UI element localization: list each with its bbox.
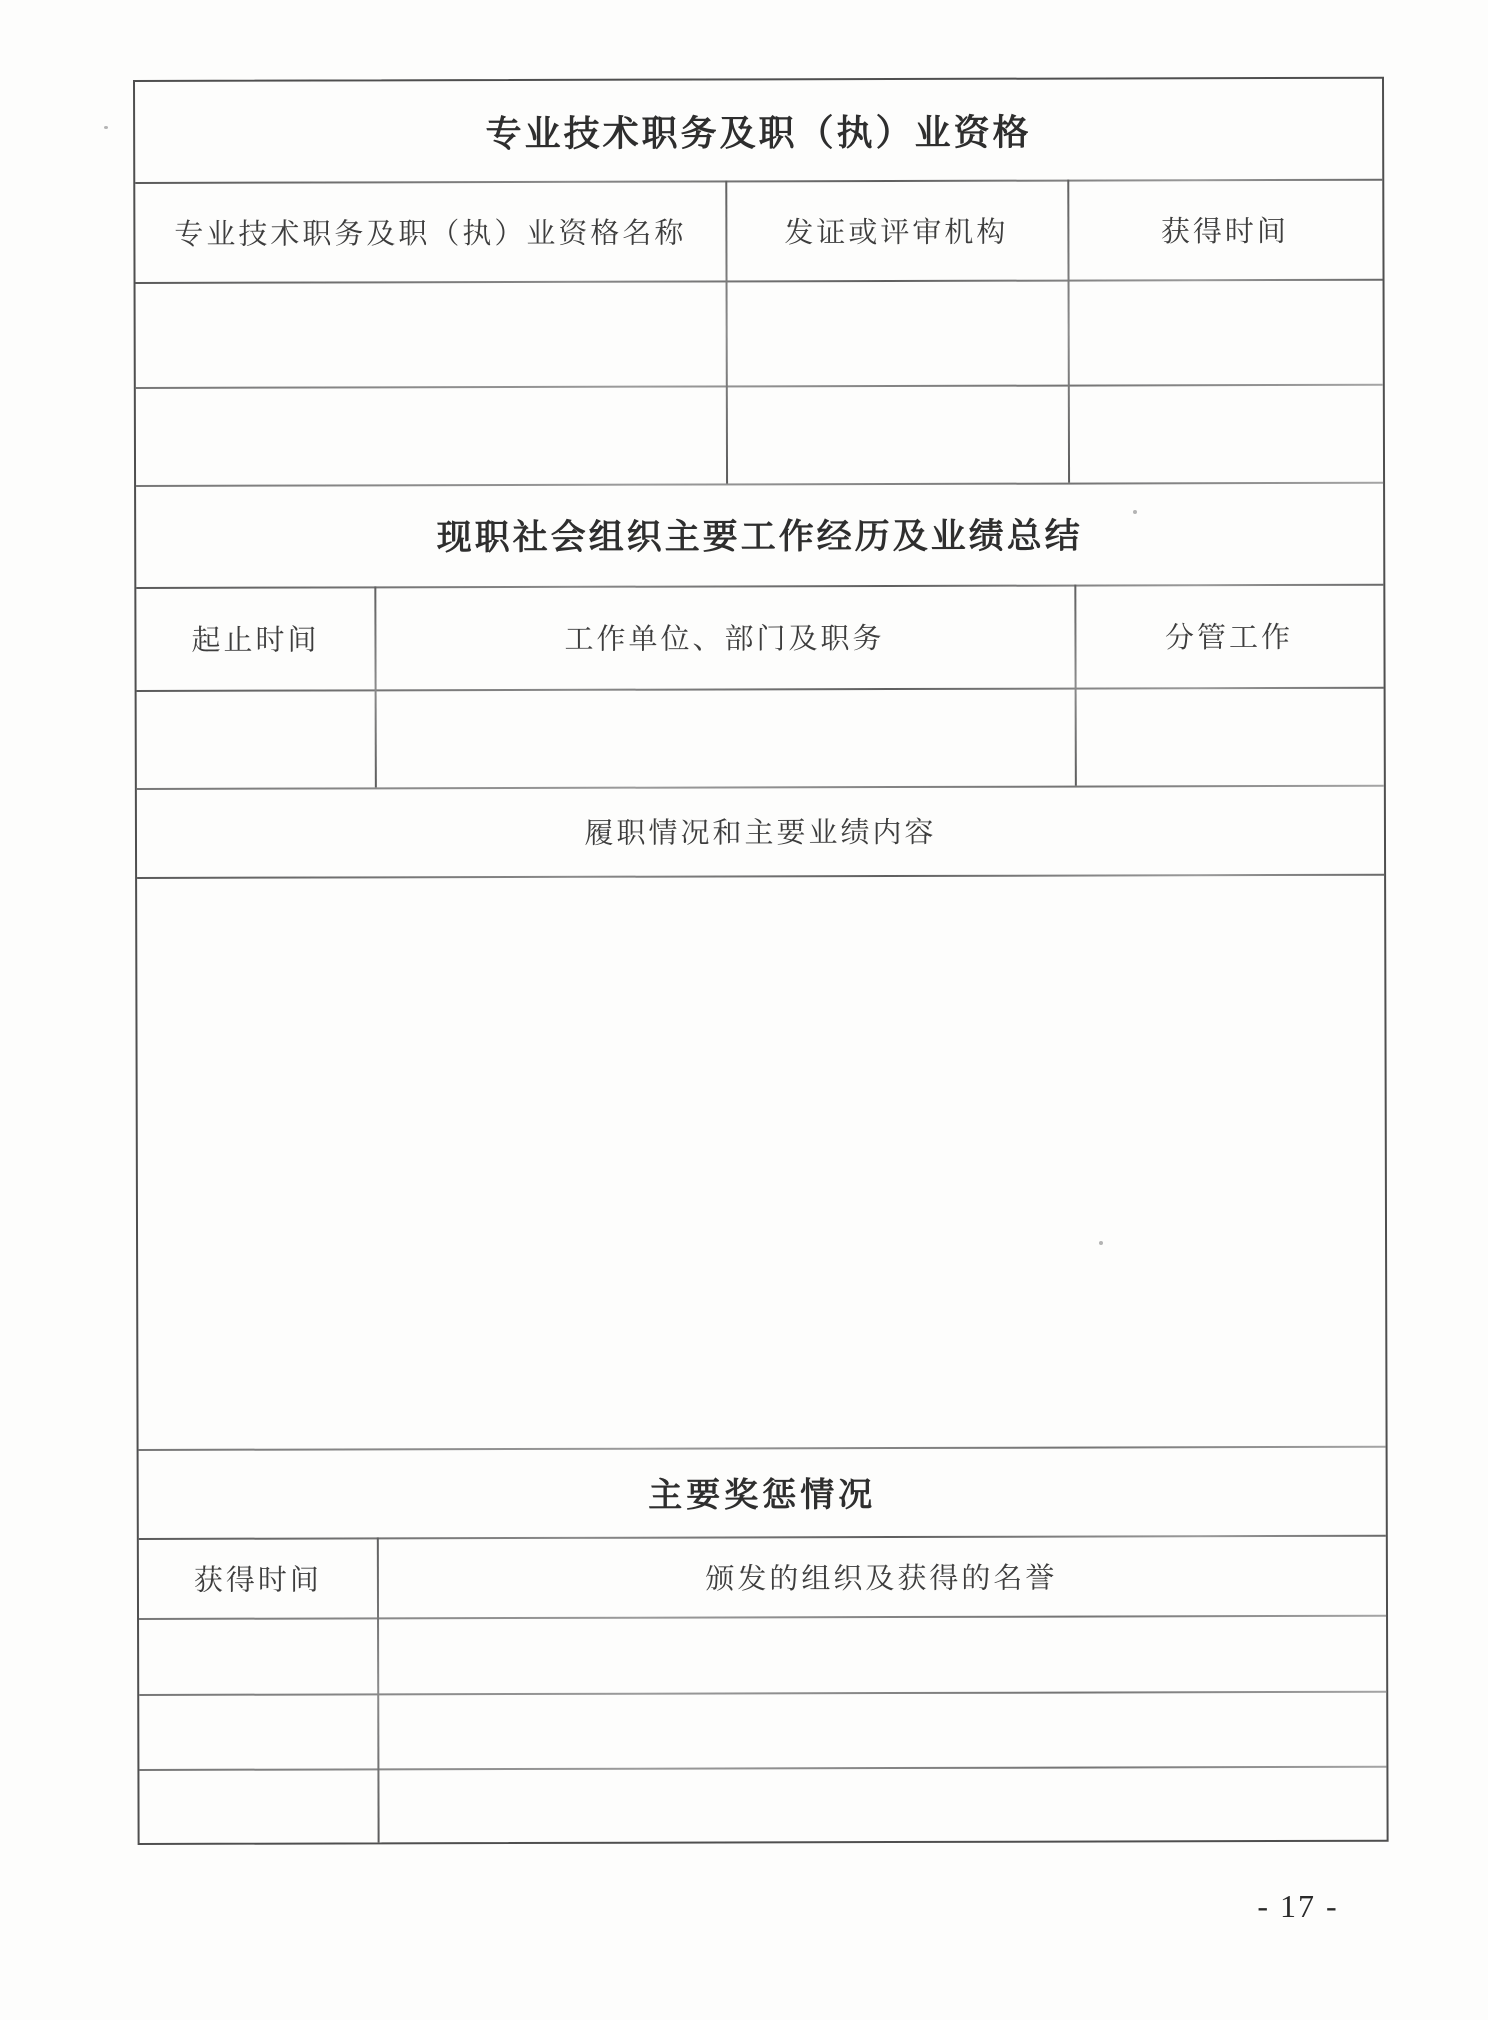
form-table (133, 77, 1389, 1845)
empty-cell-s1-r2c1 (136, 385, 726, 485)
empty-cell-s1-r2c2 (726, 385, 1068, 484)
empty-cell-s3-r1c2 (377, 1615, 1386, 1694)
empty-cell-s2-r1c3 (1075, 687, 1384, 786)
award-time-header: 获得时间 (193, 1564, 322, 1597)
issuing-authority-header: 发证或评审机构 (784, 216, 1009, 249)
page-number: - 17 - (1257, 1887, 1339, 1924)
assigned-work-header: 分管工作 (1164, 621, 1294, 655)
empty-cell-s1-r1c1 (136, 280, 726, 387)
work-unit-position-header: 工作单位、部门及职务 (564, 623, 885, 656)
performance-subheader: 履职情况和主要业绩内容 (584, 816, 937, 850)
start-end-time-header: 起止时间 (191, 624, 320, 657)
section1-title: 专业技术职务及职（执）业资格 (485, 112, 1032, 154)
empty-cell-s3-r2c1 (139, 1693, 377, 1769)
empty-cell-s2-r1c2 (375, 688, 1075, 788)
empty-cell-s2-r1c1 (137, 689, 375, 788)
empty-cell-s3-r2c2 (377, 1691, 1386, 1769)
obtained-time-header: 获得时间 (1160, 215, 1289, 248)
empty-cell-s1-r2c3 (1068, 384, 1383, 483)
scan-speck (104, 126, 108, 129)
section2-title: 现职社会组织主要工作经历及业绩总结 (436, 516, 1083, 558)
awarding-org-honor-header: 颁发的组织及获得的名誉 (705, 1562, 1058, 1596)
performance-content-empty-cell (137, 874, 1385, 1449)
scan-speck (1099, 1241, 1103, 1245)
scan-speck (1133, 510, 1137, 514)
empty-cell-s1-r1c3 (1068, 279, 1383, 385)
section3-title: 主要奖惩情况 (648, 1477, 877, 1515)
empty-cell-s3-r3c2 (377, 1766, 1386, 1843)
qualification-name-header: 专业技术职务及职（执）业资格名称 (174, 217, 687, 251)
empty-cell-s3-r3c1 (139, 1768, 377, 1843)
empty-cell-s1-r1c2 (726, 280, 1068, 386)
empty-cell-s3-r1c1 (139, 1617, 377, 1694)
